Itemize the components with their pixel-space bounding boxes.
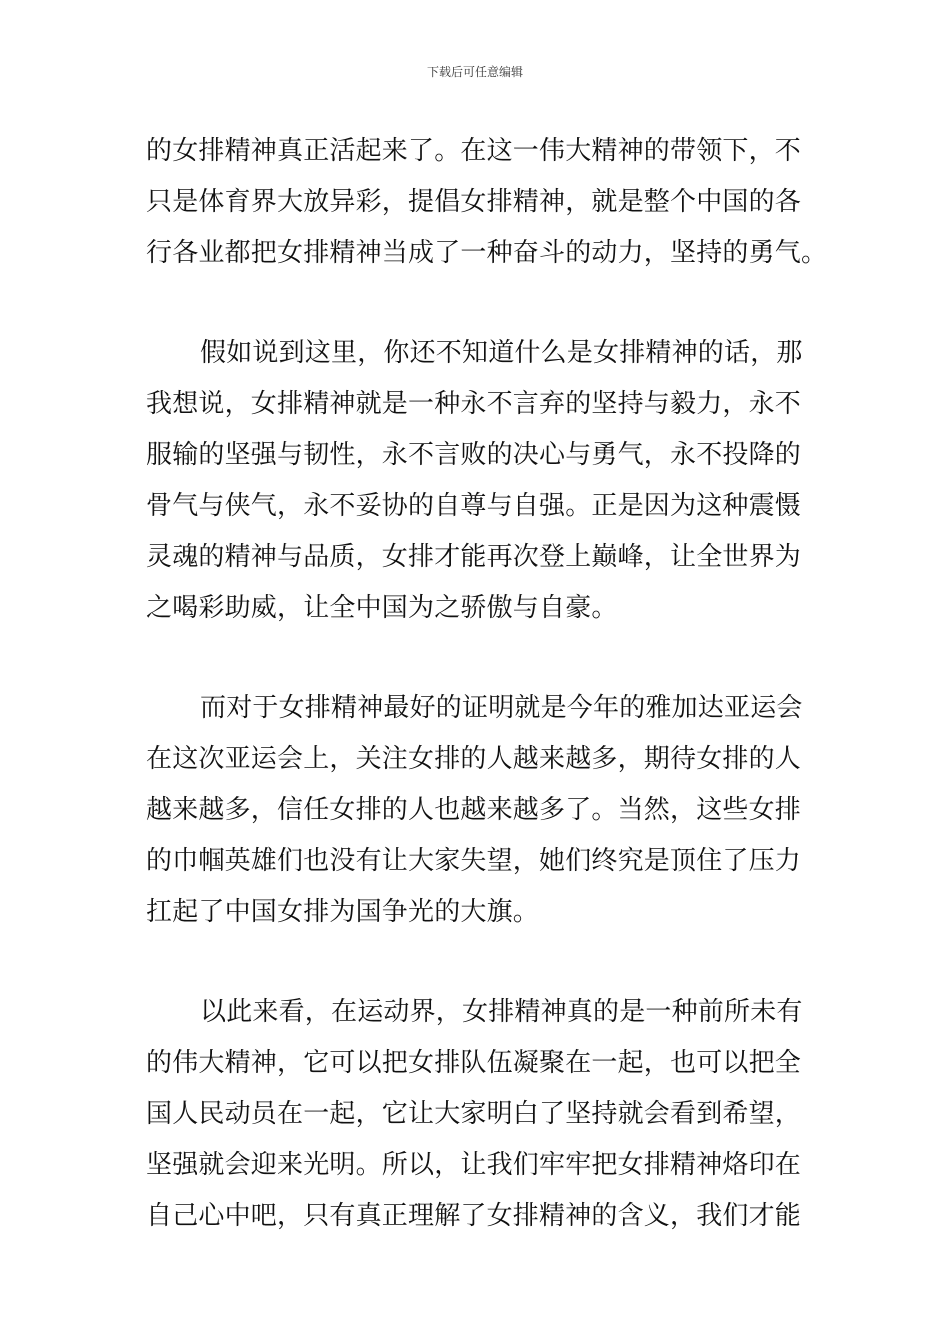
text-line: 而对于女排精神最好的证明就是今年的雅加达亚运会 [200,693,803,723]
text-line: 的巾帼英雄们也没有让大家失望，她们终究是顶住了压力 [146,846,802,876]
text-line: 之喝彩助威，让全中国为之骄傲与自豪。 [146,593,618,623]
text-line: 我想说，女排精神就是一种永不言弃的坚持与毅力，永不 [146,389,802,419]
paragraph-2 [146,328,806,634]
text-line: 坚强就会迎来光明。所以，让我们牢牢把女排精神烙印在 [146,1150,802,1180]
text-line: 只是体育界大放异彩，提倡女排精神，就是整个中国的各 [146,187,802,217]
text-line: 自己心中吧，只有真正理解了女排精神的含义，我们才能 [146,1201,802,1231]
text-line: 假如说到这里，你还不知道什么是女排精神的话，那 [200,338,803,368]
document-body [146,126,828,1242]
paragraph-1 [146,126,828,279]
text-line: 灵魂的精神与品质，女排才能再次登上巅峰，让全世界为 [146,542,802,572]
text-line: 越来越多，信任女排的人也越来越多了。当然，这些女排 [146,795,802,825]
text-line: 的女排精神真正活起来了。在这一伟大精神的带领下，不 [146,136,802,166]
text-line: 以此来看，在运动界，女排精神真的是一种前所未有 [200,997,803,1027]
text-line: 在这次亚运会上，关注女排的人越来越多，期待女排的人 [146,744,802,774]
text-line: 行各业都把女排精神当成了一种奋斗的动力，坚持的勇气。 [146,238,828,268]
page-header: 下载后可任意编辑 [426,65,523,79]
paragraph-4 [146,987,806,1242]
text-line: 扛起了中国女排为国争光的大旗。 [146,897,540,927]
text-line: 骨气与侠气，永不妥协的自尊与自强。正是因为这种震慑 [146,491,802,521]
paragraph-3 [146,683,806,938]
text-line: 服输的坚强与韧性，永不言败的决心与勇气，永不投降的 [146,440,802,470]
text-line: 的伟大精神，它可以把女排队伍凝聚在一起，也可以把全 [146,1048,802,1078]
text-line: 国人民动员在一起，它让大家明白了坚持就会看到希望， [146,1099,802,1129]
